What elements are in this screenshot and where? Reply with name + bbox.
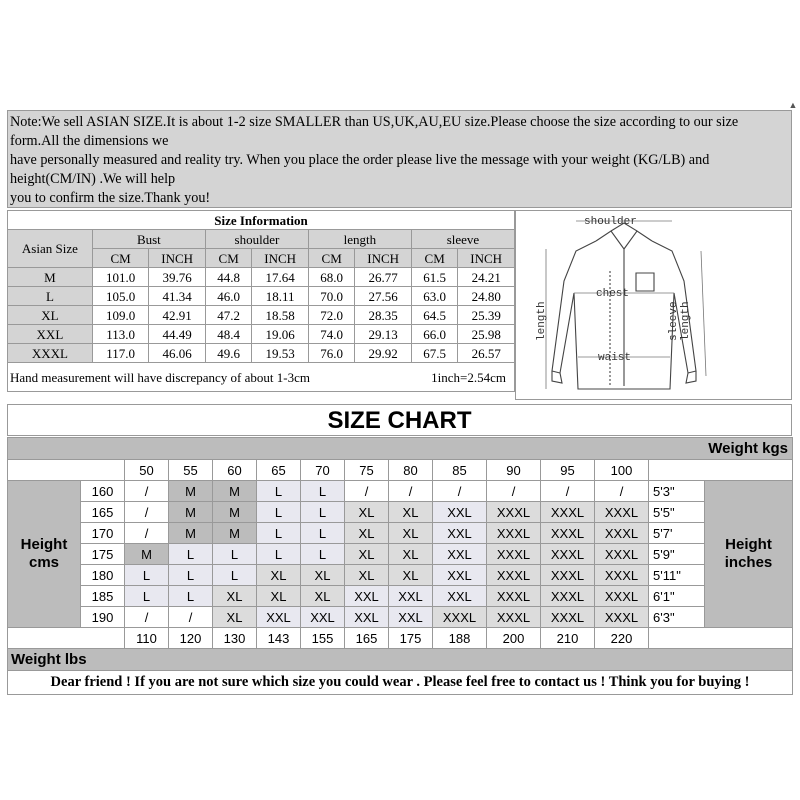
weight-lbs-cell: 188	[433, 628, 487, 649]
size-cell: XXXL	[595, 586, 649, 607]
height-inch-cell: 5'7'	[649, 523, 705, 544]
size-cell: XXXL	[433, 607, 487, 628]
size-cell: XXXL	[595, 565, 649, 586]
size-cell: L	[125, 565, 169, 586]
measurement-cell: 18.11	[252, 287, 309, 306]
weight-kg-cell: 90	[487, 460, 541, 481]
height-label: Height	[725, 536, 772, 553]
size-cell: /	[125, 502, 169, 523]
weight-kg-cell: 80	[389, 460, 433, 481]
size-cell: XXL	[301, 607, 345, 628]
size-cell: XXXL	[487, 544, 541, 565]
chest-label: chest	[596, 288, 630, 300]
weight-lbs-cell: 143	[257, 628, 301, 649]
sleeve-header: sleeve	[411, 230, 514, 249]
size-chart-grid	[7, 437, 793, 695]
weight-lbs-cell: 130	[213, 628, 257, 649]
size-cell: XXXL	[541, 502, 595, 523]
size-chart-row	[8, 481, 793, 502]
blank-cell	[8, 460, 125, 481]
size-cell: L	[301, 544, 345, 565]
size-chart-row	[8, 502, 793, 523]
size-cell: XXL	[389, 586, 433, 607]
size-cell: L	[257, 544, 301, 565]
blank-cell	[8, 628, 125, 649]
size-cell: XXXL	[541, 565, 595, 586]
size-cell: M	[169, 523, 213, 544]
size-cell: XL	[257, 565, 301, 586]
unit-cm-header: CM	[92, 249, 149, 268]
measurement-cell: 25.98	[458, 325, 515, 344]
height-inch-cell: 6'1"	[649, 586, 705, 607]
size-row	[8, 268, 515, 287]
size-cell: XXL	[257, 607, 301, 628]
size-cell: M	[169, 481, 213, 502]
size-label: XL	[8, 306, 93, 325]
cms-label: cms	[28, 554, 60, 571]
size-cell: L	[213, 544, 257, 565]
shoulder-header: shoulder	[205, 230, 308, 249]
measurement-cell: 70.0	[308, 287, 354, 306]
size-cell: XXL	[433, 523, 487, 544]
measurement-cell: 46.06	[149, 344, 206, 363]
measurement-cell: 64.5	[411, 306, 457, 325]
size-cell: L	[169, 586, 213, 607]
size-cell: XXXL	[541, 523, 595, 544]
size-cell: XL	[213, 607, 257, 628]
weight-lbs-header: Weight lbs	[8, 649, 793, 671]
size-cell: L	[213, 565, 257, 586]
measurement-cell: 48.4	[205, 325, 251, 344]
size-cell: L	[257, 523, 301, 544]
size-cell: XXL	[433, 544, 487, 565]
size-cell: XL	[389, 544, 433, 565]
weight-kg-cell: 75	[345, 460, 389, 481]
size-row	[8, 325, 515, 344]
height-cm-cell: 165	[81, 502, 125, 523]
measurement-cell: 17.64	[252, 268, 309, 287]
size-cell: L	[301, 502, 345, 523]
weight-lbs-cell: 110	[125, 628, 169, 649]
size-chart-row	[8, 523, 793, 544]
size-chart-row	[8, 586, 793, 607]
height-inch-cell: 5'11"	[649, 565, 705, 586]
size-cell: XL	[213, 586, 257, 607]
size-cell: /	[389, 481, 433, 502]
note-line: height(CM/IN) .We will help	[10, 171, 176, 187]
size-cell: XL	[389, 523, 433, 544]
bust-header: Bust	[92, 230, 205, 249]
unit-cm-header: CM	[205, 249, 251, 268]
unit-inch-header: INCH	[149, 249, 206, 268]
size-cell: /	[595, 481, 649, 502]
discrepancy-text: Hand measurement will have discrepancy of about 1-3cm	[10, 369, 310, 385]
weight-lbs-cell: 175	[389, 628, 433, 649]
weight-kg-cell: 85	[433, 460, 487, 481]
size-cell: /	[433, 481, 487, 502]
measurement-cell: 41.34	[149, 287, 206, 306]
measurement-cell: 25.39	[458, 306, 515, 325]
height-inches-header	[705, 481, 793, 628]
contact-footer: Dear friend ! If you are not sure which size you could wear . Please feel free to contact us ! Think you for buying !	[8, 671, 793, 695]
unit-inch-header: INCH	[458, 249, 515, 268]
weight-kg-cell: 95	[541, 460, 595, 481]
measurement-cell: 49.6	[205, 344, 251, 363]
unit-inch-header: INCH	[355, 249, 412, 268]
height-inch-cell: 6'3"	[649, 607, 705, 628]
height-inch-cell: 5'3"	[649, 481, 705, 502]
height-cm-cell: 170	[81, 523, 125, 544]
size-cell: XL	[345, 565, 389, 586]
measurement-cell: 46.0	[205, 287, 251, 306]
size-cell: XXL	[433, 586, 487, 607]
size-cell: XXL	[433, 502, 487, 523]
measurement-cell: 109.0	[92, 306, 149, 325]
size-cell: XL	[389, 565, 433, 586]
size-cell: /	[345, 481, 389, 502]
size-chart-row	[8, 544, 793, 565]
size-chart-row	[8, 565, 793, 586]
measurement-cell: 101.0	[92, 268, 149, 287]
waist-label: waist	[598, 352, 632, 364]
measurement-note	[8, 363, 515, 392]
shirt-measurement-diagram	[515, 210, 792, 400]
blank-cell	[649, 628, 793, 649]
weight-lbs-cell: 155	[301, 628, 345, 649]
size-cell: XXXL	[595, 523, 649, 544]
measurement-cell: 28.35	[355, 306, 412, 325]
size-row	[8, 306, 515, 325]
measurement-cell: 67.5	[411, 344, 457, 363]
size-label: XXXL	[8, 344, 93, 363]
note-line: you to confirm the size.Thank you!	[10, 190, 211, 206]
height-cm-cell: 180	[81, 565, 125, 586]
size-cell: /	[541, 481, 595, 502]
size-cell: L	[301, 481, 345, 502]
measurement-cell: 66.0	[411, 325, 457, 344]
size-information-table	[7, 210, 515, 392]
height-cm-cell: 190	[81, 607, 125, 628]
size-cell: L	[257, 502, 301, 523]
measurement-cell: 24.80	[458, 287, 515, 306]
size-cell: XXL	[389, 607, 433, 628]
size-info-title: Size Information	[8, 211, 515, 230]
measurement-cell: 44.8	[205, 268, 251, 287]
size-row	[8, 344, 515, 363]
size-chart-title: SIZE CHART	[7, 404, 792, 436]
weight-kgs-header: Weight kgs	[8, 438, 793, 460]
asian-size-header: Asian Size	[8, 230, 93, 268]
size-cell: M	[169, 502, 213, 523]
weight-kg-cell: 100	[595, 460, 649, 481]
note-line: form.All the dimensions we	[10, 133, 169, 149]
note-line: have personally measured and reality try. When you place the order please live the message with your weight (KG/LB) and	[10, 152, 710, 168]
size-cell: /	[125, 607, 169, 628]
measurement-cell: 29.92	[355, 344, 412, 363]
shoulder-label: shoulder	[584, 216, 637, 228]
measurement-cell: 105.0	[92, 287, 149, 306]
size-cell: XXXL	[487, 565, 541, 586]
size-cell: /	[125, 481, 169, 502]
size-label: XXL	[8, 325, 93, 344]
size-cell: /	[487, 481, 541, 502]
weight-kg-cell: 60	[213, 460, 257, 481]
measurement-cell: 68.0	[308, 268, 354, 287]
inch-conversion: 1inch=2.54cm	[431, 369, 506, 385]
size-cell: XXXL	[541, 586, 595, 607]
size-cell: XL	[301, 565, 345, 586]
size-chart-row	[8, 607, 793, 628]
measurement-cell: 18.58	[252, 306, 309, 325]
height-cm-cell: 160	[81, 481, 125, 502]
weight-lbs-cell: 210	[541, 628, 595, 649]
measurement-cell: 27.56	[355, 287, 412, 306]
size-cell: M	[125, 544, 169, 565]
size-cell: XXL	[433, 565, 487, 586]
size-cell: L	[169, 565, 213, 586]
weight-kg-cell: 70	[301, 460, 345, 481]
size-cell: XL	[257, 586, 301, 607]
size-cell: L	[257, 481, 301, 502]
measurement-cell: 24.21	[458, 268, 515, 287]
measurement-cell: 19.53	[252, 344, 309, 363]
measurement-cell: 47.2	[205, 306, 251, 325]
length-label: length	[536, 301, 548, 341]
inches-label: inches	[724, 554, 773, 571]
measurement-cell: 117.0	[92, 344, 149, 363]
height-label: Height	[20, 536, 68, 553]
measurement-cell: 113.0	[92, 325, 149, 344]
measurement-cell: 39.76	[149, 268, 206, 287]
size-cell: XXXL	[487, 502, 541, 523]
size-cell: XXXL	[487, 586, 541, 607]
size-cell: M	[213, 502, 257, 523]
unit-inch-header: INCH	[252, 249, 309, 268]
size-cell: L	[169, 544, 213, 565]
measurement-cell: 72.0	[308, 306, 354, 325]
length-header: length	[308, 230, 411, 249]
size-cell: M	[213, 481, 257, 502]
weight-kg-cell: 50	[125, 460, 169, 481]
measurement-cell: 61.5	[411, 268, 457, 287]
height-inch-cell: 5'9"	[649, 544, 705, 565]
weight-lbs-cell: 120	[169, 628, 213, 649]
size-cell: XXXL	[487, 607, 541, 628]
height-cm-cell: 185	[81, 586, 125, 607]
size-row	[8, 287, 515, 306]
measurement-cell: 29.13	[355, 325, 412, 344]
measurement-cell: 26.77	[355, 268, 412, 287]
note-line: Note:We sell ASIAN SIZE.It is about 1-2 size SMALLER than US,UK,AU,EU size.Please choose the size according to our size	[10, 114, 739, 130]
size-cell: XXXL	[541, 544, 595, 565]
size-cell: XL	[301, 586, 345, 607]
shirt-drawing	[516, 211, 793, 401]
measurement-cell: 26.57	[458, 344, 515, 363]
size-cell: L	[301, 523, 345, 544]
sleeve-length-label: length	[680, 301, 692, 341]
size-label: L	[8, 287, 93, 306]
height-cms-header	[8, 481, 81, 628]
blank-cell	[649, 460, 793, 481]
scroll-up-icon[interactable]: ▲	[788, 100, 798, 110]
weight-lbs-cell: 200	[487, 628, 541, 649]
weight-kg-cell: 55	[169, 460, 213, 481]
measurement-cell: 19.06	[252, 325, 309, 344]
height-inch-cell: 5'5"	[649, 502, 705, 523]
unit-cm-header: CM	[308, 249, 354, 268]
size-cell: XXXL	[487, 523, 541, 544]
size-cell: XXXL	[595, 607, 649, 628]
size-label: M	[8, 268, 93, 287]
size-cell: M	[213, 523, 257, 544]
weight-kg-cell: 65	[257, 460, 301, 481]
size-cell: XXXL	[541, 607, 595, 628]
measurement-cell: 63.0	[411, 287, 457, 306]
measurement-cell: 44.49	[149, 325, 206, 344]
weight-lbs-cell: 220	[595, 628, 649, 649]
size-cell: /	[125, 523, 169, 544]
size-cell: XXL	[345, 607, 389, 628]
size-cell: /	[169, 607, 213, 628]
unit-cm-header: CM	[411, 249, 457, 268]
size-cell: XL	[345, 544, 389, 565]
size-cell: XL	[389, 502, 433, 523]
size-cell: XL	[345, 523, 389, 544]
sleeve-label: sleeve	[668, 301, 680, 341]
measurement-cell: 76.0	[308, 344, 354, 363]
height-cm-cell: 175	[81, 544, 125, 565]
size-cell: XXXL	[595, 502, 649, 523]
size-cell: XXXL	[595, 544, 649, 565]
size-cell: XXL	[345, 586, 389, 607]
measurement-cell: 74.0	[308, 325, 354, 344]
size-cell: XL	[345, 502, 389, 523]
size-note	[7, 110, 792, 208]
weight-lbs-cell: 165	[345, 628, 389, 649]
measurement-cell: 42.91	[149, 306, 206, 325]
size-cell: L	[125, 586, 169, 607]
